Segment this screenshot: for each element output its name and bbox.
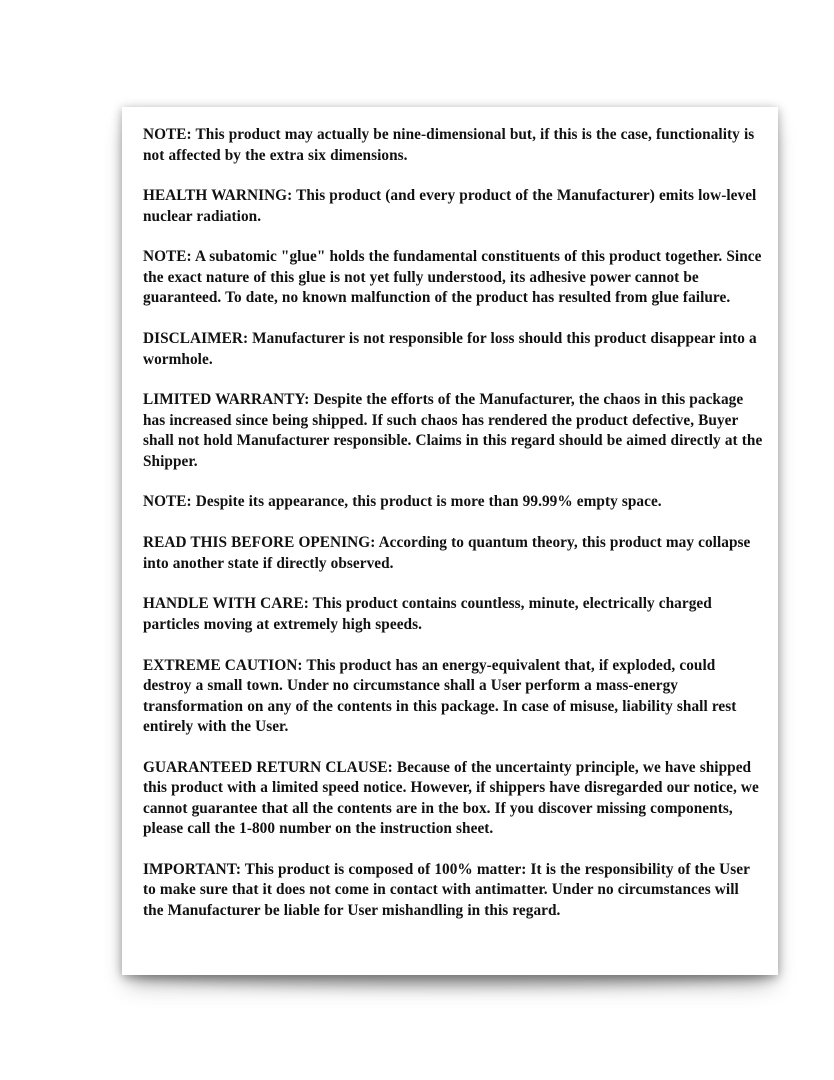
notice-health-warning [143,186,763,227]
notice-label: NOTE: [143,248,192,266]
notice-label: IMPORTANT: [143,860,241,878]
notice-label: GUARANTEED RETURN CLAUSE: [143,758,393,776]
notice-label: EXTREME CAUTION: [143,656,303,674]
notice-label: READ THIS BEFORE OPENING: [143,534,376,552]
notice-note-glue [143,247,763,309]
notice-text: This product contains countless, minute, electrically charged particles moving at extremely high speeds. [143,595,712,633]
notice-label: NOTE: [143,493,192,511]
notice-text: This product (and every product of the Manufacturer) emits low-level nuclear radiation. [143,187,757,225]
notice-list [143,125,763,942]
notice-text: Manufacturer is not responsible for loss should this product disappear into a wormhole. [143,330,757,368]
notice-extreme-caution [143,656,763,738]
notice-guaranteed-return [143,758,763,840]
notice-text: Despite its appearance, this product is more than 99.99% empty space. [195,493,662,511]
notice-label: DISCLAIMER: [143,330,249,348]
notice-text: This product has an energy-equivalent that, if exploded, could destroy a small town. Under no circumstance shall a User perform a mass-energy transformation on any of the contents in this package. In case of misuse, liability shall rest entirely with the User. [143,656,737,735]
notice-text: This product may actually be nine-dimensional but, if this is the case, functionality is not affected by the extra six dimensions. [143,126,755,164]
notice-label: NOTE: [143,126,192,143]
notice-limited-warranty [143,390,763,472]
notice-important [143,860,763,922]
document-page [122,107,778,975]
notice-label: HANDLE WITH CARE: [143,595,309,613]
notice-text: This product is composed of 100% matter: It is the responsibility of the User to make sure that it does not come in contact with antimatter. Under no circumstances will the Manufacturer be liable for User mishandling in this regard. [143,860,750,919]
notice-text: A subatomic "glue" holds the fundamental constituents of this product together. Since the exact nature of this glue is not yet fully understood, its adhesive power cannot be guaranteed. To date, no known malfunction of the product has resulted from glue failure. [143,248,762,307]
notice-label: LIMITED WARRANTY: [143,391,310,409]
notice-note-dimensions [143,125,763,166]
notice-handle-with-care [143,594,763,635]
notice-text: Despite the efforts of the Manufacturer, the chaos in this package has increased since being shipped. If such chaos has rendered the product defective, Buyer shall not hold Manufacturer responsible. Claims in this regard should be aimed directly at the Shipper. [143,391,763,470]
notice-note-empty-space [143,492,763,513]
notice-text: According to quantum theory, this product may collapse into another state if directly observed. [143,534,751,572]
notice-read-before-opening [143,533,763,574]
notice-disclaimer [143,329,763,370]
notice-text: Because of the uncertainty principle, we have shipped this product with a limited speed notice. However, if shippers have disregarded our notice, we cannot guarantee that all the contents are in the box. If you discover missing components, please call the 1-800 number on the instruction sheet. [143,758,759,838]
notice-label: HEALTH WARNING: [143,187,293,205]
